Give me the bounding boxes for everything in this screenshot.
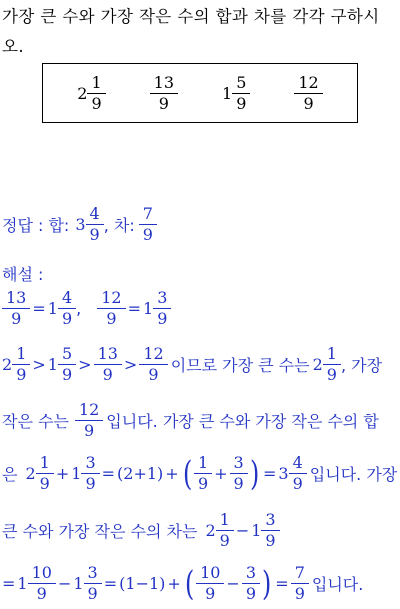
numerator: 3 [157,288,168,307]
ordering-text-2: , 가장 [340,356,383,375]
whole-part: 2 [312,355,323,374]
whole-part: 2 [77,83,88,103]
whole-part: 3 [278,464,289,483]
question-line-2: 오. [2,37,24,56]
numerator: 5 [236,72,247,92]
sum-text: 은 [2,465,18,484]
denominator: 9 [94,364,122,383]
denominator: 9 [323,364,341,383]
whole-part: 1 [47,299,58,318]
numerator: 13 [97,344,118,363]
denominator: 9 [87,93,105,112]
answer-label: 정답 : 합: [2,216,70,235]
denominator: 9 [75,420,103,439]
sum-result-text: 입니다. 가장 [309,465,398,484]
sum-denominator: 9 [86,224,104,243]
difference-text: 큰 수와 가장 작은 수의 차는 [2,522,198,541]
numerator: 12 [101,288,122,307]
denominator: 9 [153,308,171,327]
denominator: 9 [291,583,309,602]
whole-part: 2 [2,355,13,374]
sum-intro-text: 입니다. 가장 큰 수와 가장 작은 수의 합 [106,412,379,431]
numerator: 5 [61,344,73,363]
smallest-text: 작은 수는 [2,412,69,431]
difference-line: 큰 수와 가장 작은 수의 차는 2 $\frac{1}{9}$ − 1 $\frac{3}{9}$ [2,512,280,549]
denominator: 9 [232,93,250,112]
box-number-2 [150,72,178,113]
numerator: 12 [78,400,100,419]
denominator: 9 [12,364,30,383]
denominator: 9 [289,473,307,492]
numerator: 12 [298,72,319,92]
whole-part: 1 [47,355,58,374]
denominator: 9 [139,364,167,383]
ordering-line: 2 $\frac{1}{9}$ > 1 $\frac{5}{9}$ > $\frac{13}{9}$ > $\frac{12}{9}$ 이므로 가장 큰 수는 2 $\frac{1}{9}$ , 가장 [2,344,383,384]
sum-whole: 3 [75,215,86,234]
difference-computation: = 1 $\frac{10}{9}$ − 1 $\frac{3}{9}$ = (1−1) + ( $\frac{10}{9}$ − $\frac{3}{9}$ ) = $\frac{7}{9}$ 입니다. [2,563,364,604]
diff-numerator: 7 [142,204,153,223]
sum-numerator: 4 [89,204,100,223]
numerator: 12 [143,344,164,363]
answer-separator: , 차: [103,216,135,235]
numerator: 1 [16,344,27,363]
numerator: 13 [6,288,27,307]
box-number-3 [222,72,250,113]
difference-result-text: 입니다. [311,575,364,594]
denominator: 9 [58,364,76,383]
numerator: 1 [326,344,337,363]
denominator: 9 [294,93,322,112]
denominator: 9 [97,308,125,327]
numerator: 13 [153,72,174,92]
denominator: 9 [58,308,76,327]
denominator: 9 [2,308,30,327]
ordering-text: 이므로 가장 큰 수는 [170,356,310,375]
numerator: 4 [292,453,303,472]
box-number-1 [77,72,105,113]
smallest-line [2,402,382,439]
conversion-line: $\frac{13}{9}$ = 1 $\frac{4}{9}$ , $\frac{12}{9}$ = 1 $\frac{3}{9}$ [2,290,171,327]
answer-line [2,206,157,243]
whole-part: 1 [222,83,233,103]
numerator: 4 [61,288,73,307]
diff-denominator: 9 [139,224,157,243]
number-box [42,63,358,123]
numerator: 7 [294,563,305,582]
box-number-4 [294,72,322,113]
numerator: 1 [91,72,102,92]
sum-line: 은 2 $\frac{1}{9}$ + 1 $\frac{3}{9}$ = (2+1) + ( $\frac{1}{9}$ + $\frac{3}{9}$ ) = 3 $\frac{4}{9}$ 입니다. 가장 [2,453,398,494]
denominator: 9 [150,93,178,112]
explanation-label: 해설 : [2,265,44,284]
question-line-1: 가장 큰 수와 가장 작은 수의 합과 차를 각각 구하시 [2,7,380,26]
whole-part: 1 [143,299,154,318]
